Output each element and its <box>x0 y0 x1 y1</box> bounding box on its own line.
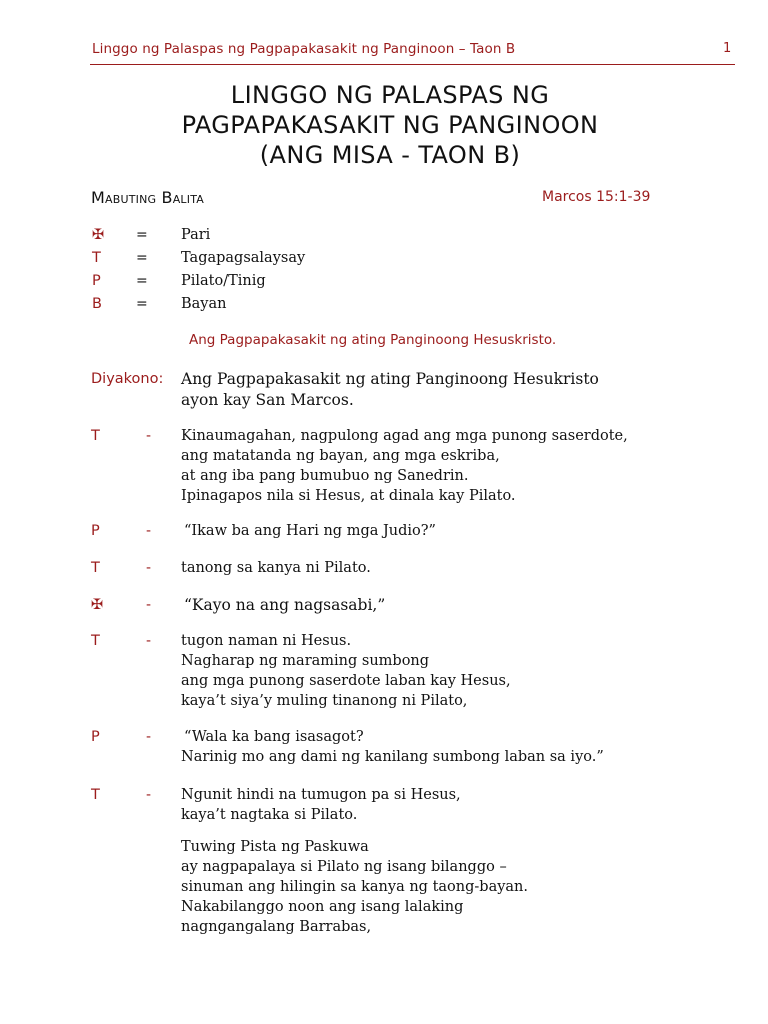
legend-code: P <box>92 273 101 289</box>
passage-line: “Wala ka bang isasagot? <box>184 729 364 745</box>
passage-text <box>184 521 436 541</box>
passage-line: Nagharap ng maraming sumbong <box>181 653 430 669</box>
passage-line: Nakabilanggo noon ang isang lalaking <box>181 899 464 915</box>
page-title <box>90 80 690 170</box>
legend-code: T <box>92 250 101 266</box>
passage-text <box>181 558 371 578</box>
speaker-label: T <box>91 560 100 576</box>
title-line-1: LINGGO NG PALASPAS NG <box>230 81 550 109</box>
speaker-dash: - <box>146 787 152 803</box>
legend-meaning: Pilato/Tinig <box>181 273 266 289</box>
section-heading: Mabuting Balita <box>91 188 204 207</box>
speaker-dash: - <box>146 633 152 649</box>
passage-line: ay nagpapalaya si Pilato ng isang bilanggo – <box>181 859 507 875</box>
cross-icon: ✠ <box>92 227 105 243</box>
legend-meaning: Bayan <box>181 296 227 312</box>
passage-text <box>181 369 599 411</box>
header-divider <box>90 64 735 65</box>
speaker-dash: - <box>146 523 152 539</box>
legend-equals: = <box>136 227 148 243</box>
speaker-label: T <box>91 633 100 649</box>
passage-line: “Ikaw ba ang Hari ng mga Judio?” <box>184 523 436 539</box>
speaker-label: P <box>91 729 100 745</box>
legend-equals: = <box>136 296 148 312</box>
legend-row <box>0 227 768 249</box>
legend-equals: = <box>136 273 148 289</box>
passage-line: ang mga punong saserdote laban kay Hesus, <box>181 673 511 689</box>
speaker-dash: - <box>146 560 152 576</box>
speaker-label: T <box>91 787 100 803</box>
cross-icon: ✠ <box>91 597 104 613</box>
scripture-reference: Marcos 15:1-39 <box>542 189 651 205</box>
speaker-label: P <box>91 523 100 539</box>
passage-line: Ipinagapos nila si Hesus, at dinala kay Pilato. <box>181 488 516 504</box>
passage-line: ang matatanda ng bayan, ang mga eskriba, <box>181 448 500 464</box>
passage-line: Narinig mo ang dami ng kanilang sumbong laban sa iyo.” <box>181 749 604 765</box>
passage-line: at ang iba pang bumubuo ng Sanedrin. <box>181 468 469 484</box>
passage-line: sinuman ang hilingin sa kanya ng taong-bayan. <box>181 879 529 895</box>
passage-line: kaya’t nagtaka si Pilato. <box>181 807 358 823</box>
passage-line: Ngunit hindi na tumugon pa si Hesus, <box>181 787 461 803</box>
speaker-label: Diyakono: <box>91 371 164 387</box>
title-line-2: PAGPAPAKASAKIT NG PANGINOON <box>181 111 599 139</box>
passage-text <box>181 426 628 506</box>
passage-line: Ang Pagpapakasakit ng ating Panginoong Hesukristo <box>181 370 599 388</box>
legend-row <box>0 273 768 295</box>
passage-text <box>181 837 528 937</box>
legend-meaning: Tagapagsalaysay <box>181 250 306 266</box>
speaker-dash: - <box>146 597 152 613</box>
passage-text <box>181 727 604 767</box>
passage-text <box>181 631 511 711</box>
passion-subtitle: Ang Pagpapakasakit ng ating Panginoong Hesuskristo. <box>189 332 557 348</box>
running-title: Linggo ng Palaspas ng Pagpapakasakit ng Panginoon – Taon B <box>92 41 516 57</box>
title-line-3: (ANG MISA - TAON B) <box>259 141 521 169</box>
legend-row <box>0 250 768 272</box>
passage-line: Kinaumagahan, nagpulong agad ang mga punong saserdote, <box>181 428 628 444</box>
legend-equals: = <box>136 250 148 266</box>
legend-code: B <box>92 296 102 312</box>
passage-line: “Kayo na ang nagsasabi,” <box>184 596 386 614</box>
passage-text <box>181 785 461 825</box>
speaker-dash: - <box>146 729 152 745</box>
passage-line: nagngangalang Barrabas, <box>181 919 372 935</box>
legend-row <box>0 296 768 318</box>
passage-line: ayon kay San Marcos. <box>181 391 354 409</box>
page-number: 1 <box>723 41 732 56</box>
speaker-label: T <box>91 428 100 444</box>
speaker-dash: - <box>146 428 152 444</box>
passage-line: tugon naman ni Hesus. <box>181 633 352 649</box>
legend-meaning: Pari <box>181 227 211 243</box>
passage-line: tanong sa kanya ni Pilato. <box>181 560 371 576</box>
passage-line: kaya’t siya’y muling tinanong ni Pilato, <box>181 693 468 709</box>
passage-line: Tuwing Pista ng Paskuwa <box>181 839 369 855</box>
passage-text <box>184 595 385 616</box>
